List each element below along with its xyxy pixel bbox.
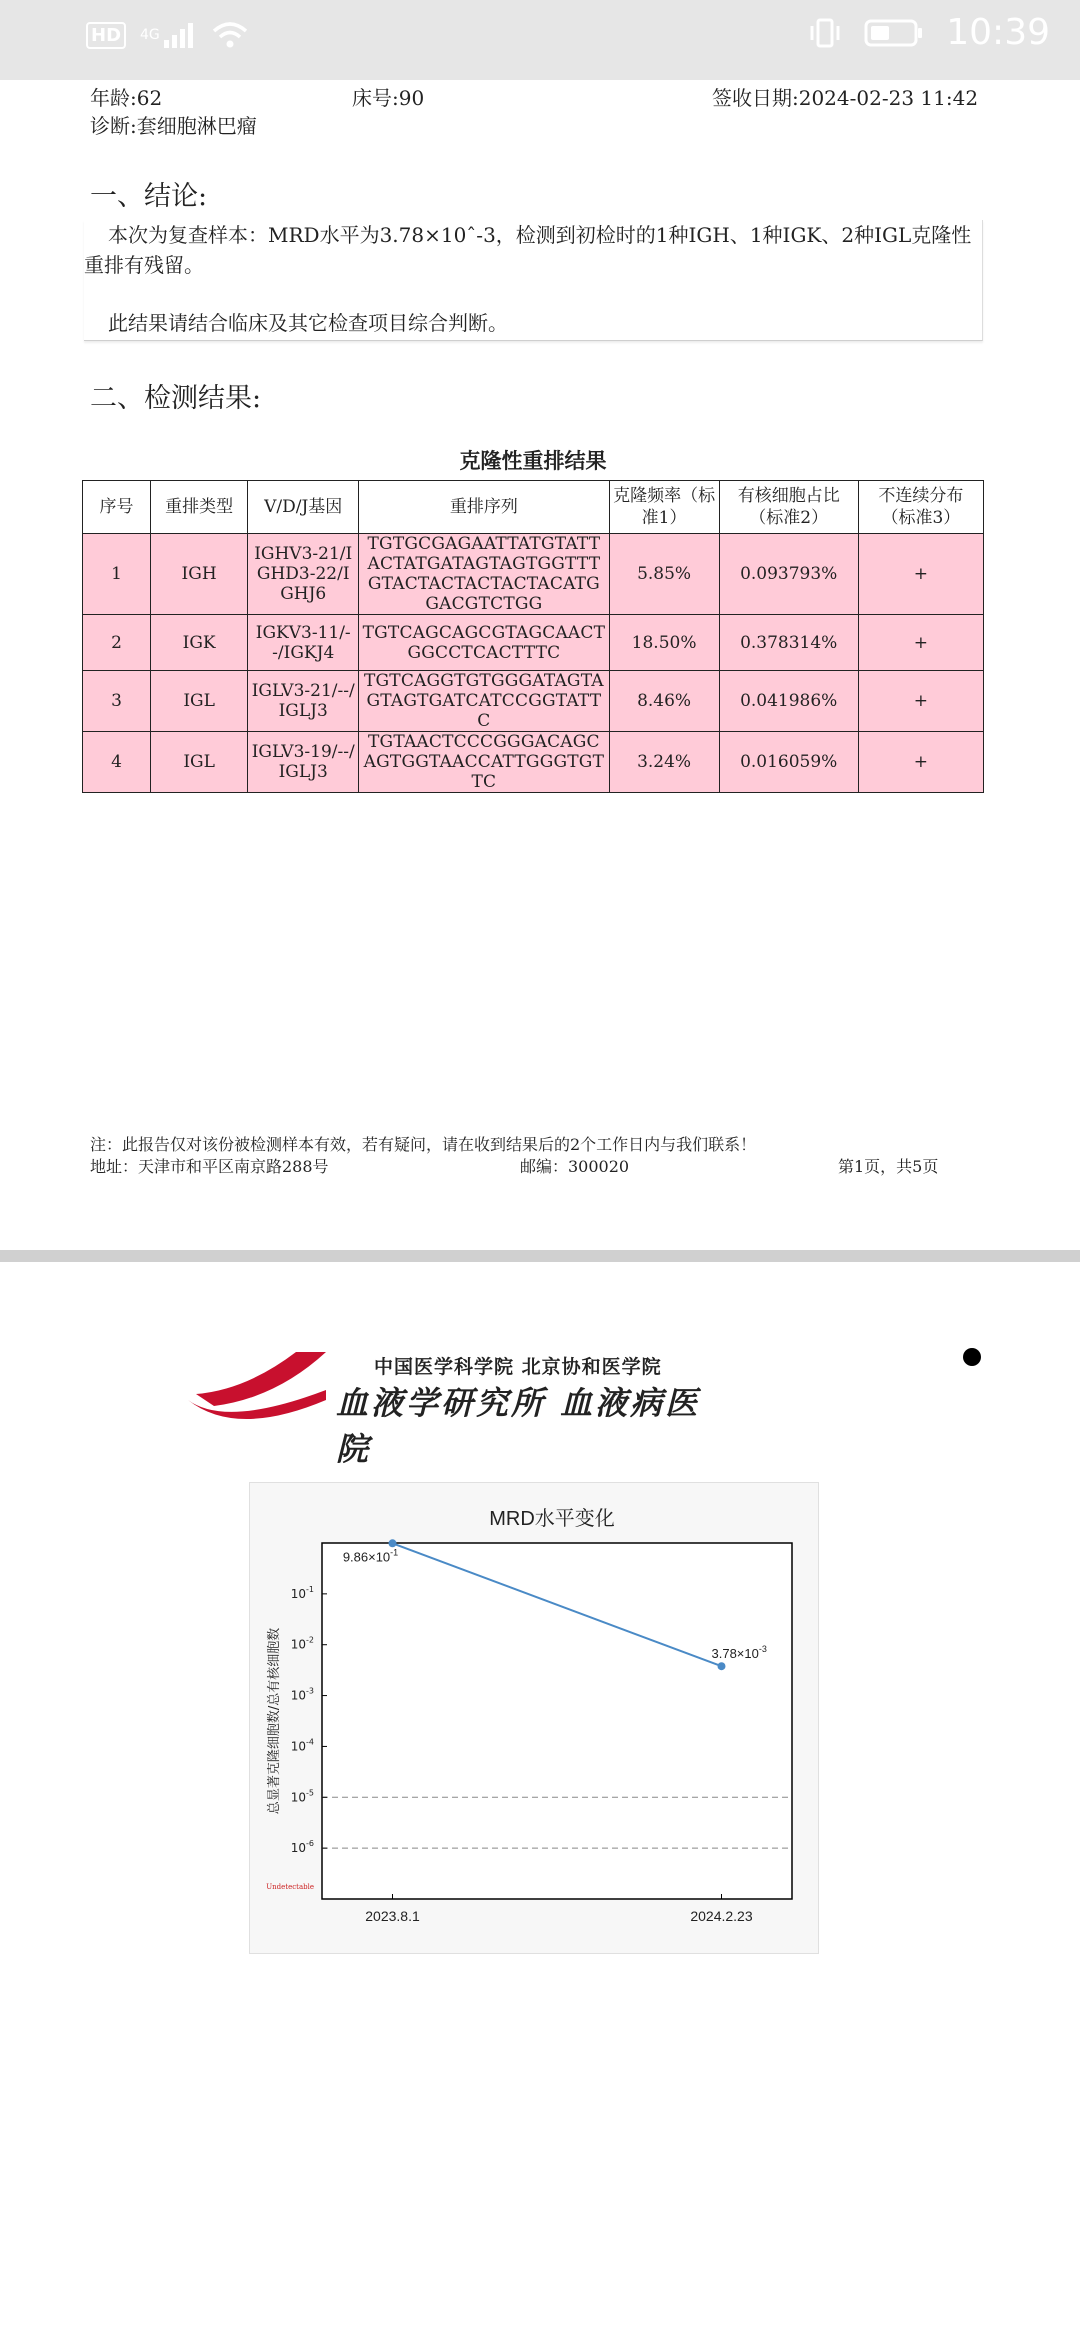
y-tick-label: $10^{-6}$: [290, 1839, 314, 1856]
table-row: [83, 534, 984, 615]
hd-badge: HD: [86, 22, 126, 49]
y-tick-label: $10^{-3}$: [290, 1686, 314, 1703]
logo-text-line2: 血液学研究所 血液病医院: [336, 1384, 701, 1468]
data-point: [389, 1539, 397, 1547]
table-row: [83, 615, 984, 671]
cell-cell-ratio: 0.041986%: [719, 671, 858, 732]
mrd-chart-svg: [250, 1483, 818, 1953]
vibrate-icon: [808, 16, 842, 50]
battery-icon: [864, 16, 924, 50]
header-vdj: V/D/J基因: [248, 481, 359, 534]
cell-index: 3: [83, 671, 151, 732]
cell-index: 4: [83, 732, 151, 793]
rearrangement-table: [82, 480, 984, 793]
receive-date: 签收日期:2024-02-23 11:42: [712, 86, 979, 110]
hospital-logo: [186, 1350, 726, 1468]
undetectable-label: Undetectable: [266, 1883, 314, 1891]
cell-type: IGL: [151, 732, 248, 793]
cell-vdj: IGLV3-19/--/IGLJ3: [248, 732, 359, 793]
cell-sequence: TGTCAGGTGTGGGATAGTAGTAGTGATCATCCGGTATTC: [359, 671, 609, 732]
cell-cell-ratio: 0.093793%: [719, 534, 858, 615]
diagnosis: 诊断:套细胞淋巴瘤: [90, 114, 257, 138]
cell-distribution: +: [858, 732, 983, 793]
network-4g-label: 4G: [140, 27, 160, 43]
data-label: $3.78\times 10^{-3}$: [711, 1644, 767, 1662]
y-tick-label: $10^{-2}$: [290, 1635, 314, 1652]
table-title: 克隆性重排结果: [459, 449, 607, 473]
y-tick-label: $10^{-1}$: [290, 1584, 314, 1601]
header-cell-ratio: 有核细胞占比（标准2）: [719, 481, 858, 534]
table-row: [83, 732, 984, 793]
section-conclusion-title: 一、结论:: [90, 181, 208, 212]
cell-clone-freq: 5.85%: [609, 534, 719, 615]
cell-clone-freq: 3.24%: [609, 732, 719, 793]
mrd-chart: [249, 1482, 819, 1954]
footer-postcode: 邮编：300020: [520, 1157, 630, 1176]
cell-type: IGK: [151, 615, 248, 671]
cell-clone-freq: 18.50%: [609, 615, 719, 671]
logo-text-line1: 中国医学科学院 北京协和医学院: [374, 1356, 662, 1378]
cell-distribution: +: [858, 671, 983, 732]
table-row: [83, 671, 984, 732]
cell-clone-freq: 8.46%: [609, 671, 719, 732]
cell-distribution: +: [858, 615, 983, 671]
logo-swoosh-icon: [186, 1350, 336, 1420]
conclusion-note: 此结果请结合临床及其它检查项目综合判断。: [108, 311, 508, 335]
y-tick-label: $10^{-4}$: [290, 1737, 314, 1754]
cell-distribution: +: [858, 534, 983, 615]
section-results-title: 二、检测结果:: [90, 383, 262, 414]
cell-sequence: TGTCAGCAGCGTAGCAACTGGCCTCACTTTC: [359, 615, 609, 671]
cell-vdj: IGLV3-21/--/IGLJ3: [248, 671, 359, 732]
table-header-row: [83, 481, 984, 534]
cell-index: 2: [83, 615, 151, 671]
bed-number: 床号:90: [352, 86, 425, 110]
data-label: $9.86\times 10^{-1}$: [342, 1547, 399, 1565]
conclusion-text: 本次为复查样本：MRD水平为3.78×10ˆ-3，检测到初检时的1种IGH、1种IGK、2种IGL克隆性重排有残留。: [84, 223, 972, 277]
conclusion-box: [84, 220, 983, 341]
plot-area: [322, 1543, 792, 1899]
cell-sequence: TGTGCGAGAATTATGTATTACTATGATAGTAGTGGTTTGTACTACTACTACTACATGGACGTCTGG: [359, 534, 609, 615]
header-sequence: 重排序列: [359, 481, 609, 534]
patient-age: 年龄:62: [90, 86, 163, 110]
cell-cell-ratio: 0.016059%: [719, 732, 858, 793]
marker-dot: [963, 1348, 981, 1366]
cell-type: IGL: [151, 671, 248, 732]
header-clone-freq: 克隆频率（标准1）: [609, 481, 719, 534]
report-page-2: [0, 1262, 1080, 2340]
y-tick-label: $10^{-5}$: [290, 1788, 314, 1805]
cell-sequence: TGTAACTCCCGGGACAGCAGTGGTAACCATTGGGTGTTC: [359, 732, 609, 793]
signal-icon: [162, 20, 198, 50]
page-separator: [0, 1250, 1080, 1262]
x-tick-label: 2024.2.23: [690, 1908, 753, 1924]
cell-vdj: IGKV3-11/--/IGKJ4: [248, 615, 359, 671]
footer-address: 地址：天津市和平区南京路288号: [90, 1157, 329, 1176]
footer-note: 注：此报告仅对该份被检测样本有效，若有疑问，请在收到结果后的2个工作日内与我们联系！: [90, 1135, 757, 1154]
clock-time: 10:39: [946, 12, 1050, 53]
cell-vdj: IGHV3-21/IGHD3-22/IGHJ6: [248, 534, 359, 615]
status-bar: [0, 0, 1080, 80]
footer-page-number: 第1页，共5页: [838, 1157, 939, 1176]
cell-type: IGH: [151, 534, 248, 615]
x-tick-label: 2023.8.1: [365, 1908, 420, 1924]
wifi-icon: [212, 20, 248, 50]
chart-title: MRD水平变化: [489, 1508, 615, 1530]
header-type: 重排类型: [151, 481, 248, 534]
header-distribution: 不连续分布（标准3）: [858, 481, 983, 534]
report-page-1: [0, 80, 1080, 1250]
header-index: 序号: [83, 481, 151, 534]
y-axis-label: 总显著克隆细胞数/总有核细胞数: [267, 1627, 282, 1815]
cell-cell-ratio: 0.378314%: [719, 615, 858, 671]
cell-index: 1: [83, 534, 151, 615]
data-point: [718, 1662, 726, 1670]
